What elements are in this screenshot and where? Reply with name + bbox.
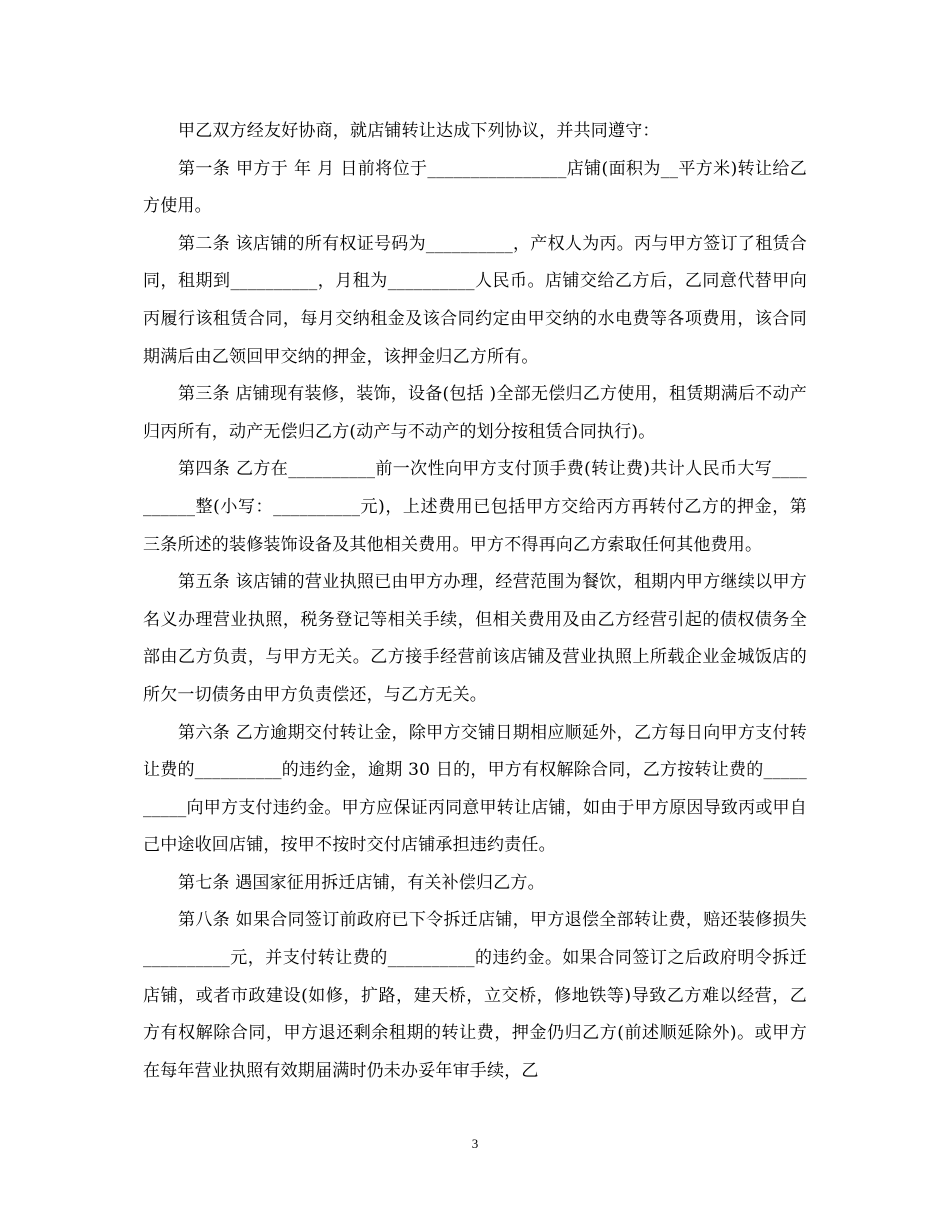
paragraph-article-2: 第二条 该店铺的所有权证号码为__________，产权人为丙。丙与甲方签订了租赁合同，租期到__________，月租为__________人民币。店铺交给乙方后，乙同意代替甲向丙履行该租赁合同，每月交纳租金及该合同约定由甲交纳的水电费等各项费用，该合同期满后由乙领回甲交纳的押金，该押金归乙方所有。 [143,233,807,367]
paragraph-article-6: 第六条 乙方逾期交付转让金，除甲方交铺日期相应顺延外，乙方每日向甲方支付转让费的__________的违约金，逾期 30 日的，甲方有权解除合同，乙方按转让费的__________向甲方支付违约金。甲方应保证丙同意甲转让店铺，如由于甲方原因导致丙或甲自己中途收回店铺，按甲不按时交付店铺承担违约责任。 [143,722,807,856]
paragraph-article-5: 第五条 该店铺的营业执照已由甲方办理，经营范围为餐饮，租期内甲方继续以甲方名义办理营业执照，税务登记等相关手续，但相关费用及由乙方经营引起的债权债务全部由乙方负责，与甲方无关。乙方接手经营前该店铺及营业执照上所载企业金城饭店的所欠一切债务由甲方负责偿还，与乙方无关。 [143,572,807,705]
paragraph-article-1: 第一条 甲方于 年 月 日前将位于________________店铺(面积为__平方米)转让给乙方使用。 [143,158,807,217]
page-number: 3 [471,1136,479,1151]
paragraph-article-3: 第三条 店铺现有装修，装饰，设备(包括 )全部无偿归乙方使用，租赁期满后不动产归丙所有，动产无偿归乙方(动产与不动产的划分按租赁合同执行)。 [143,384,807,442]
paragraph-article-4: 第四条 乙方在__________前一次性向甲方支付顶手费(转让费)共计人民币大写__________整(小写：__________元)，上述费用已包括甲方交给丙方再转付乙方的押金，第三条所述的装修装饰设备及其他相关费用。甲方不得再向乙方索取任何其他费用。 [143,459,807,555]
paragraph-article-8: 第八条 如果合同签订前政府已下令拆迁店铺，甲方退偿全部转让费，赔还装修损失__________元，并支付转让费的__________的违约金。如果合同签订之后政府明令拆迁店铺，或者市政建设(如修，扩路，建天桥，立交桥，修地铁等)导致乙方难以经营，乙方有权解除合同，甲方退还剩余租期的转让费，押金仍归乙方(前述顺延除外)。或甲方在每年营业执照有效期届满时仍未办妥年审手续，乙 [143,910,807,1081]
paragraph-intro: 甲乙双方经友好协商，就店铺转让达成下列协议，并共同遵守： [178,121,660,141]
document-body [143,113,807,1090]
paragraph-article-7: 第七条 遇国家征用拆迁店铺，有关补偿归乙方。 [178,872,545,893]
